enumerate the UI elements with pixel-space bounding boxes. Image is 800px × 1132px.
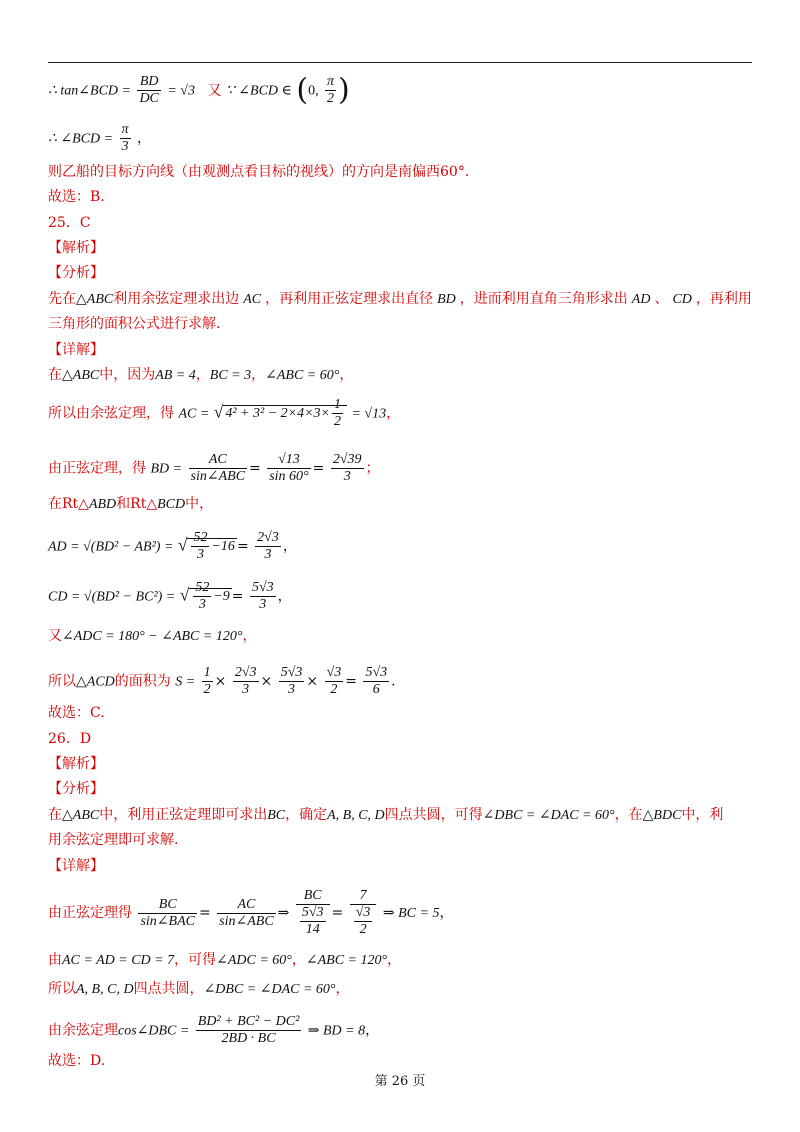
math-bd-result: ⇒ BD = 8 (307, 1023, 366, 1039)
text: . (391, 673, 396, 690)
text: 四点共圆，可得 (384, 807, 483, 823)
fraction-sqrt3-2 (325, 665, 344, 698)
fraction-denominator: sin 60° (269, 469, 309, 484)
math-cd: CD (672, 292, 692, 307)
math-tan: ∴ tan∠BCD = (48, 83, 131, 99)
sqrt-expression (180, 580, 232, 613)
fraction-bc-sin-bac (138, 897, 197, 930)
text: 又 (48, 628, 62, 644)
header-rule (48, 62, 752, 63)
fraction-denominator: sin∠ABC (219, 913, 274, 929)
text: ， (335, 981, 350, 997)
fraction-denominator: 14 (300, 921, 326, 938)
text: 4² + 3² − 2×4×3× (225, 405, 330, 421)
fraction-bc-compound (296, 888, 330, 938)
text-area-formula: 三角形的面积公式进行求解. (48, 316, 221, 332)
line-analysis-26 (48, 806, 723, 825)
fraction-2sqrt3-3 (233, 665, 259, 698)
math-bd-eq: BD = (150, 461, 183, 477)
text: 中，因为 (99, 367, 156, 383)
text-you: 又 (207, 82, 222, 99)
math-abd: ABD (88, 497, 117, 512)
fraction-sqrt13-sin60 (267, 452, 310, 485)
text: 中， (185, 496, 214, 512)
text: ， (282, 538, 297, 555)
line-sine-law: 由正弦定理，得 BD = $\frac{AC}{\text{sin∠ABC}}$ = $\frac{√13}{\sin 60^\circ}$ = $\frac{2√39}{3}$ ； (48, 452, 380, 484)
line-right-triangles (48, 495, 213, 514)
text-cosine-solve: 用余弦定理即可求解. (48, 832, 179, 848)
line-tan-bcd (48, 74, 350, 107)
fraction-cosine-law (196, 1014, 302, 1047)
fraction-denominator: 2 (334, 414, 341, 429)
fraction-denominator: 2 (325, 90, 336, 107)
text: 先在 (48, 291, 76, 307)
line-concyclic (48, 980, 350, 999)
text: 由正弦定理，得 (48, 460, 146, 477)
math-result: = √13 (351, 406, 387, 422)
fraction-numerator: 5√3 (301, 905, 324, 920)
fraction-denominator: 3 (255, 546, 281, 563)
line-given-abc (48, 366, 353, 385)
fraction-denominator: sin∠BAC (140, 913, 195, 929)
fraction-denominator: 2 (203, 682, 211, 697)
text: ， (439, 905, 454, 921)
text: ， (386, 405, 401, 422)
fraction-numerator: √3 (355, 905, 371, 920)
text: 所以 (48, 981, 76, 997)
fraction-numerator: AC (237, 896, 256, 912)
fraction-denominator: 3 (331, 468, 364, 485)
math-triangle-bdc: △BDC (642, 808, 682, 823)
fraction-denominator (350, 904, 377, 938)
fraction-numerator: BD² + BC² − DC² (197, 1014, 300, 1029)
math-angle-bcd: ∴ ∠BCD = (48, 131, 114, 147)
fraction-2sqrt39-3 (331, 452, 364, 485)
fraction-2sqrt3-3 (255, 530, 281, 563)
fraction-denominator: 3 (120, 138, 131, 155)
fraction-numerator: 5√3 (280, 665, 303, 680)
line-cd-calc: CD = √(BD² − BC²) = √ $\frac{52}{3}$ −9 = $\frac{5√3}{3}$ ， (48, 580, 292, 612)
line-ad-calc: AD = √(BD² − AB²) = √ $\frac{52}{3}$ −16 = $\frac{2√3}{3}$ ， (48, 530, 297, 562)
fraction-numerator: 52 (195, 580, 210, 595)
fraction-denominator: 3 (191, 546, 209, 563)
math-cos-dbc: cos∠DBC = (118, 1023, 190, 1039)
text: −16 (211, 538, 235, 554)
fraction-numerator: 1 (334, 397, 341, 412)
radicand (187, 530, 236, 562)
math-points: A, B, C, D (76, 982, 134, 997)
line-angle-bcd (48, 122, 151, 155)
radical-sign: √ (213, 401, 224, 422)
fraction-sqrt3-2 (354, 905, 373, 938)
fraction-numerator: π (121, 122, 129, 137)
fraction-denominator: sin∠ABC (190, 469, 246, 484)
fraction-1-2 (202, 665, 213, 698)
radical-sign: √ (177, 534, 188, 555)
fraction-denominator: DC (139, 91, 159, 106)
math-ab: AB = 4 (155, 368, 196, 383)
fraction-denominator: 3 (233, 681, 259, 698)
fraction-7-compound (350, 888, 377, 938)
math-sides-equal: AC = AD = CD = 7 (62, 953, 175, 968)
section-jiexi: 【解析】 (48, 756, 104, 772)
text: ，再利用正弦定理求出直径 (265, 291, 434, 307)
text-answer-c: 故选：C. (48, 705, 105, 721)
text: ， (195, 367, 210, 383)
math-angle-abc: ∠ABC = 120° (305, 953, 388, 968)
math-angle-abc: ∠ABC = 60° (265, 368, 340, 383)
text: 四点共圆， (133, 981, 204, 997)
math-bc: BC (267, 808, 286, 823)
math-angle-dbc: ∠DBC = ∠DAC = 60° (203, 982, 336, 997)
radical-sign: √ (179, 584, 190, 605)
text-answer-b: 故选：B. (48, 189, 105, 205)
fraction-denominator: 3 (250, 596, 276, 613)
fraction-denominator: 2BD · BC (196, 1030, 302, 1047)
text: −9 (213, 588, 230, 604)
problem-25-heading: 25．C (48, 215, 91, 231)
line-equilateral (48, 951, 401, 970)
text: ，再利用 (695, 291, 752, 307)
fraction-52-3 (193, 580, 211, 613)
text: 在Rt△ (48, 496, 89, 512)
text: 所以 (48, 673, 76, 690)
text: ，进而利用直角三角形求出 (459, 291, 628, 307)
math-bc-result: ⇒ BC = 5 (382, 906, 440, 921)
fraction-numerator: 5√3 (365, 665, 388, 680)
text: 和Rt△ (116, 496, 158, 512)
fraction-numerator: 2√3 (257, 530, 279, 545)
fraction-numerator: 2√3 (234, 665, 257, 680)
fraction-ac-sin (189, 452, 248, 485)
math-ac-eq: AC = (178, 406, 210, 422)
sqrt-expression (178, 530, 237, 563)
text: ，确定 (285, 807, 328, 823)
text: 中，利 (681, 807, 724, 823)
math-angle-adc: ∠ADC = 180° − ∠ABC = 120° (62, 629, 243, 644)
fraction-numerator: π (327, 74, 335, 89)
fraction-bd-dc (137, 74, 160, 107)
line-sine-law-26: 由正弦定理得 $\frac{BC}{\text{sin∠BAC}}$ = $\frac{AC}{\text{sin∠ABC}}$ ⇒ $\frac{BC}{\frac{5√3}{14}}$ = $\frac{7}{\frac{√3}{2}}$ ⇒ BC = 5， (48, 888, 454, 937)
fraction-5sqrt3-6 (363, 665, 389, 698)
paren-close: ) (338, 72, 350, 108)
math-triangle-acd: △ACD (76, 674, 115, 690)
text: 所以由余弦定理，得 (48, 405, 174, 422)
text: 、 (654, 291, 669, 307)
fraction-5sqrt3-14 (300, 905, 326, 938)
math-angle-dbc: ∠DBC = ∠DAC = 60° (482, 808, 615, 823)
line-area-acd: 所以△ACD的面积为 S = $\frac{1}{2}$ × $\frac{2√3}{3}$ × $\frac{5√3}{3}$ × $\frac{√3}{2}$ = $\frac{5√3}{6}$ . (48, 665, 396, 697)
fraction-denominator: 6 (363, 681, 389, 698)
math-angle-adc: ∠ADC = 60° (216, 953, 292, 968)
section-jiexi: 【解析】 (48, 240, 104, 256)
section-xiangjie: 【详解】 (48, 858, 104, 874)
math-triangle-abc: △ABC (62, 808, 100, 823)
line-analysis-25 (48, 290, 752, 309)
math-triangle-abc: △ABC (76, 292, 114, 307)
fraction-numerator: 1 (203, 665, 211, 680)
text: ，可得 (174, 952, 217, 968)
math-s-eq: S = (175, 674, 196, 690)
text: 由余弦定理 (48, 1022, 118, 1039)
fraction-denominator (296, 904, 330, 938)
math-ad: AD (631, 292, 651, 307)
text: ， (339, 367, 354, 383)
math-cd-eq: CD = √(BD² − BC²) = (48, 589, 176, 605)
text: ， (277, 588, 292, 605)
fraction-5sqrt3-3 (279, 665, 305, 698)
math-condition: ∵ ∠BCD ∈ (225, 83, 292, 99)
text: ， (387, 952, 402, 968)
section-fenxi: 【分析】 (48, 781, 104, 797)
text-answer-d: 故选：D. (48, 1053, 106, 1069)
fraction-denominator: 2 (325, 681, 344, 698)
section-fenxi: 【分析】 (48, 265, 104, 281)
math-bd: BD (437, 292, 456, 307)
section-xiangjie: 【详解】 (48, 342, 104, 358)
fraction-numerator: BC (158, 896, 177, 912)
fraction-pi-2 (325, 74, 336, 107)
sqrt-expression (214, 397, 347, 430)
text: ； (365, 460, 380, 477)
fraction-numerator: AC (208, 452, 227, 467)
text: 中，利用正弦定理即可求出 (99, 807, 268, 823)
text: 利用余弦定理求出边 (113, 291, 240, 307)
math-points: A, B, C, D (327, 808, 385, 823)
fraction-numerator: 52 (193, 530, 208, 545)
fraction-numerator: BC (303, 888, 322, 903)
problem-26-heading: 26．D (48, 731, 92, 747)
fraction-denominator: 3 (279, 681, 305, 698)
fraction-numerator: √13 (278, 452, 300, 467)
paren-open: ( (296, 72, 309, 108)
fraction-numerator: √3 (326, 665, 342, 680)
text: ， (251, 367, 266, 383)
fraction-denominator: 3 (193, 596, 211, 613)
math-bc: BC = 3 (209, 368, 252, 383)
fraction-numerator: BD (139, 74, 159, 89)
fraction-numerator: 7 (359, 888, 367, 903)
line-cosine-law (48, 397, 400, 430)
line-angle-adc (48, 627, 256, 646)
text: ， (242, 628, 257, 644)
fraction-numerator: 2√39 (332, 452, 362, 467)
line-cosine-law-26 (48, 1014, 379, 1047)
interval-start: 0, (308, 83, 319, 99)
fraction-ac-sin-abc (217, 897, 276, 930)
text: 在 (48, 367, 62, 383)
math-triangle-abc: △ABC (62, 368, 100, 383)
fraction-denominator: 2 (354, 921, 373, 938)
radicand (189, 580, 231, 612)
fraction-5sqrt3-3 (250, 580, 276, 613)
punct: ， (137, 130, 152, 147)
text: 由 (48, 952, 62, 968)
text: 在 (48, 807, 62, 823)
math-bcd: BCD (157, 497, 186, 512)
math-ac: AC (243, 292, 262, 307)
fraction-52-3 (191, 530, 209, 563)
text: ，在 (614, 807, 643, 823)
radicand (223, 397, 347, 429)
page-number: 第 26 页 (374, 1074, 426, 1089)
math-ad-eq: AD = √(BD² − AB²) = (48, 539, 174, 555)
fraction-numerator: 5√3 (251, 580, 274, 595)
text: ， (291, 952, 306, 968)
text-direction-conclusion: 则乙船的目标方向线（由观测点看目标的视线）的方向是南偏西60°. (48, 164, 470, 180)
math-eq-sqrt3: = √3 (167, 83, 195, 99)
text: ， (365, 1022, 380, 1039)
text: 由正弦定理得 (48, 905, 132, 921)
fraction-pi-3 (120, 122, 131, 155)
text: 的面积为 (114, 673, 171, 690)
fraction-half (332, 397, 343, 430)
